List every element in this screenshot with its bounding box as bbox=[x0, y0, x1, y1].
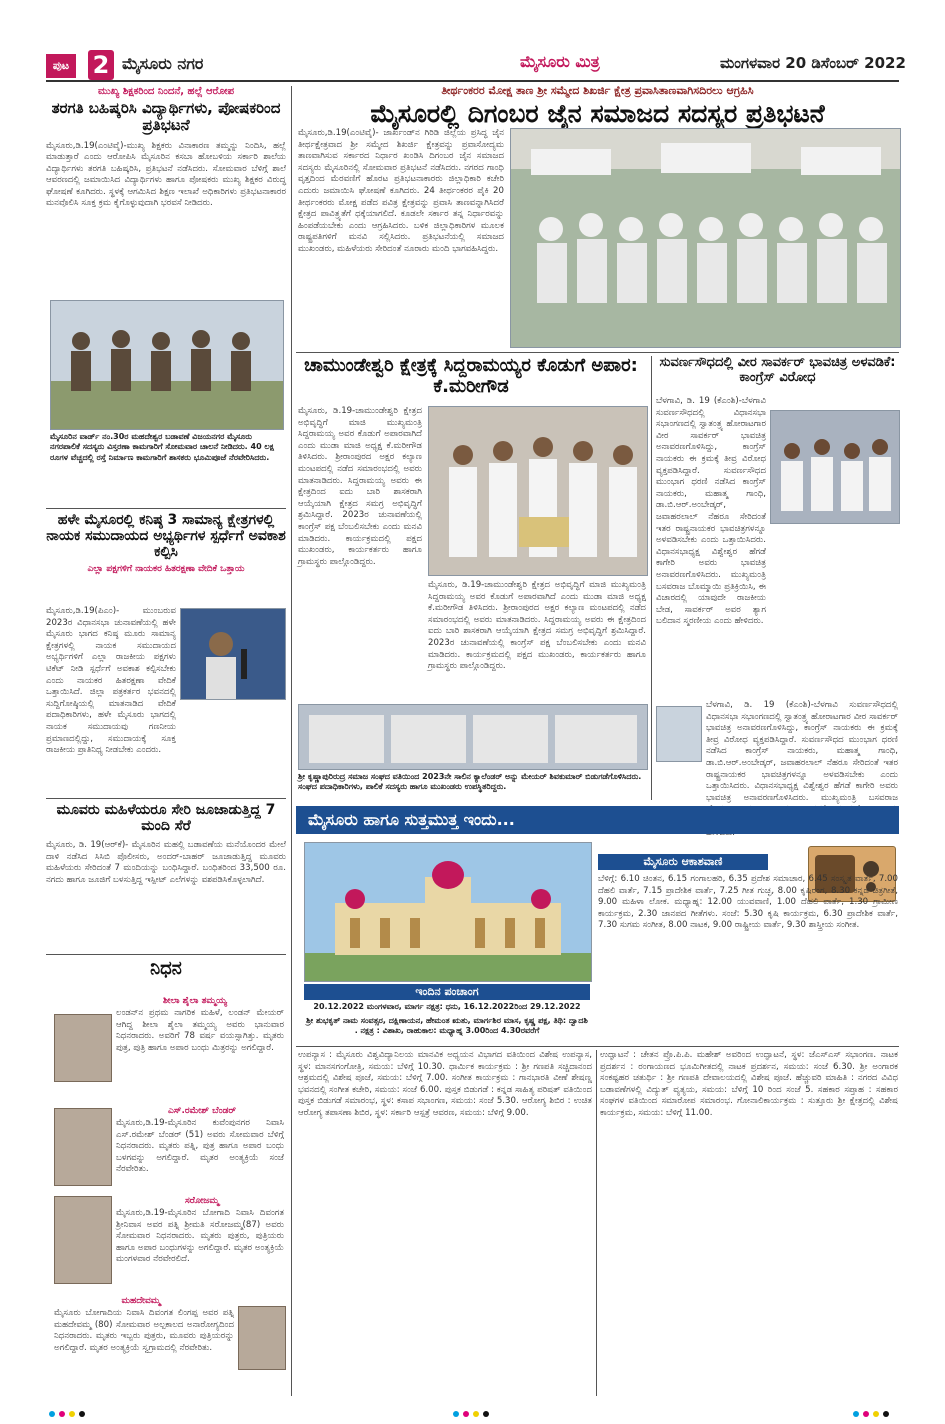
story-body-cont: ಮೈಸೂರು, ಡಿ.19-ಚಾಮುಂಡೇಶ್ವರಿ ಕ್ಷೇತ್ರದ ಅಭಿವೃದ್ಧಿಗೆ ಮಾಜಿ ಮುಖ್ಯಮಂತ್ರಿ ಸಿದ್ದರಾಮಯ್ಯ ಅವರ ಕೊಡುಗೆ ಅಪಾರವಾಗಿದೆ ಎಂದು ಮುಡಾ ಮಾಜಿ ಅಧ್ಯಕ್ಷ ಕೆ.ಮರೀಗೌಡ ತಿಳಿಸಿದರು. ಶ್ರೀರಾಂಪುರದ ಅಕ್ಷರ ಕಲ್ಯಾಣ ಮಂಟಪದಲ್ಲಿ ನಡೆದ ಸಮಾರಂಭದಲ್ಲಿ ಅವರು ಮಾತನಾಡಿದರು. ಸಿದ್ದರಾಮಯ್ಯ ಅವರು ಈ ಕ್ಷೇತ್ರದಿಂದ ಐದು ಬಾರಿ ಶಾಸಕರಾಗಿ ಆಯ್ಕೆಯಾಗಿ ಕ್ಷೇತ್ರದ ಸಮಗ್ರ ಅಭಿವೃದ್ಧಿಗೆ ಶ್ರಮಿಸಿದ್ದಾರೆ. 2023ರ ಚುನಾವಣೆಯಲ್ಲಿ ಕಾಂಗ್ರೆಸ್ ಪಕ್ಷ ಬೆಂಬಲಿಸಬೇಕು ಎಂದು ಮನವಿ ಮಾಡಿದರು. ಕಾರ್ಯಕ್ರಮದಲ್ಲಿ ಪಕ್ಷದ ಮುಖಂಡರು, ಕಾರ್ಯಕರ್ತರು ಹಾಗೂ ಗ್ರಾಮಸ್ಥರು ಪಾಲ್ಗೊಂಡಿದ್ದರು. bbox=[428, 580, 646, 672]
obituary-body: ಮೈಸೂರು ಬೋಗಾದಿಯ ನಿವಾಸಿ ದಿವಂಗತ ಲಿಂಗಪ್ಪ ಅವರ ಪತ್ನಿ ಮಹದೇವಮ್ಮ (80) ಸೋಮವಾರ ಅಲ್ಪಕಾಲದ ಅನಾರೋಗ್ಯದಿಂದ ನಿಧನರಾದರು. ಮೃತರು ಇಬ್ಬರು ಪುತ್ರರು, ಮೂವರು ಪುತ್ರಿಯರನ್ನು ಅಗಲಿದ್ದಾರೆ. ಮೃತರ ಅಂತ್ಯಕ್ರಿಯೆ ಸ್ವಗ್ರಾಮದಲ್ಲಿ ನೆರವೇರಿತು. bbox=[54, 1308, 234, 1353]
section-divider bbox=[46, 508, 286, 509]
print-registration-marks bbox=[46, 1404, 899, 1414]
story-body: ಮೈಸೂರು, ಡಿ.19-ಚಾಮುಂಡೇಶ್ವರಿ ಕ್ಷೇತ್ರದ ಅಭಿವೃದ್ಧಿಗೆ ಮಾಜಿ ಮುಖ್ಯಮಂತ್ರಿ ಸಿದ್ದರಾಮಯ್ಯ ಅವರ ಕೊಡುಗೆ ಅಪಾರವಾಗಿದೆ ಎಂದು ಮುಡಾ ಮಾಜಿ ಅಧ್ಯಕ್ಷ ಕೆ.ಮರೀಗೌಡ ತಿಳಿಸಿದರು. ಶ್ರೀರಾಂಪುರದ ಅಕ್ಷರ ಕಲ್ಯಾಣ ಮಂಟಪದಲ್ಲಿ ನಡೆದ ಸಮಾರಂಭದಲ್ಲಿ ಅವರು ಮಾತನಾಡಿದರು. ಸಿದ್ದರಾಮಯ್ಯ ಅವರು ಈ ಕ್ಷೇತ್ರದಿಂದ ಐದು ಬಾರಿ ಶಾಸಕರಾಗಿ ಆಯ್ಕೆಯಾಗಿ ಕ್ಷೇತ್ರದ ಸಮಗ್ರ ಅಭಿವೃದ್ಧಿಗೆ ಶ್ರಮಿಸಿದ್ದಾರೆ. 2023ರ ಚುನಾವಣೆಯಲ್ಲಿ ಕಾಂಗ್ರೆಸ್ ಪಕ್ಷ ಬೆಂಬಲಿಸಬೇಕು ಎಂದು ಮನವಿ ಮಾಡಿದರು. ಕಾರ್ಯಕ್ರಮದಲ್ಲಿ ಪಕ್ಷದ ಮುಖಂಡರು, ಕಾರ್ಯಕರ್ತರು ಹಾಗೂ ಗ್ರಾಮಸ್ಥರು ಪಾಲ್ಗೊಂಡಿದ್ದರು. bbox=[298, 406, 422, 567]
story-savarkar bbox=[656, 356, 899, 386]
speaker-photo bbox=[180, 608, 286, 700]
speaker-illustration bbox=[181, 609, 285, 699]
obituary-name: ಶೀಲಾ ಶೈಲಾ ತಮ್ಮಯ್ಯ bbox=[162, 996, 228, 1006]
section-name: ಮೈಸೂರು ನಗರ bbox=[122, 54, 204, 73]
story-body: ಮೈಸೂರು,ಡಿ.19(ಎಂಟಿವೈ)-ಮುಖ್ಯ ಶಿಕ್ಷಕರು ವಿನಾಕಾರಣ ತಮ್ಮನ್ನು ನಿಂದಿಸಿ, ಹಲ್ಲೆ ಮಾಡುತ್ತಾರೆ ಎಂದು ಆರೋಪಿಸಿ ಮೈಸೂರಿನ ಕಸಬಾ ಹೋಬಳಿಯ ಸರ್ಕಾರಿ ಶಾಲೆಯ ವಿದ್ಯಾರ್ಥಿಗಳು ತರಗತಿ ಬಹಿಷ್ಕರಿಸಿ, ಪ್ರತಿಭಟನೆ ನಡೆಸಿದರು. ಸೋಮವಾರ ಬೆಳಿಗ್ಗೆ ಶಾಲೆ ಆವರಣದಲ್ಲಿ ಜಮಾಯಿಸಿದ ವಿದ್ಯಾರ್ಥಿಗಳು ಹಾಗೂ ಪೋಷಕರು ಮುಖ್ಯ ಶಿಕ್ಷಕರ ವಿರುದ್ಧ ಘೋಷಣೆ ಕೂಗಿದರು. ಸ್ಥಳಕ್ಕೆ ಆಗಮಿಸಿದ ಶಿಕ್ಷಣ ಇಲಾಖೆ ಅಧಿಕಾರಿಗಳು ಪ್ರತಿಭಟನಾಕಾರರ ಮನವೊಲಿಸಿ ಸೂಕ್ತ ಕ್ರಮ ಕೈಗೊಳ್ಳುವುದಾಗಿ ಭರವಸೆ ನೀಡಿದರು. bbox=[46, 140, 286, 209]
story-headline: ಸುವರ್ಣಸೌಧದಲ್ಲಿ ವೀರ ಸಾವರ್ಕರ್ ಭಾವಚಿತ್ರ ಅಳವಡಿಕೆ: ಕಾಂಗ್ರೆಸ್ ವಿರೋಧ bbox=[659, 355, 896, 385]
obituary-name: ಸರೋಜಮ್ಮ bbox=[184, 1196, 220, 1206]
people-group-illustration bbox=[51, 301, 283, 429]
newspaper-name: ಮೈಸೂರು ಮಿತ್ರ bbox=[520, 52, 600, 71]
page-number: 2 bbox=[88, 50, 114, 80]
story-headline: ಮೈಸೂರಲ್ಲಿ ದಿಗಂಬರ ಜೈನ ಸಮಾಜದ ಸದಸ್ಯರ ಪ್ರತಿಭಟನೆ bbox=[370, 99, 825, 128]
akashavani-schedule: ಬೆಳಿಗ್ಗೆ: 6.10 ಚಿಂತನ, 6.15 ಗಂಗಾಲಹರಿ, 6.35 ಪ್ರದೇಶ ಸಮಾಚಾರ, 6.45 ಸಂಸ್ಕೃತ ವಾರ್ತೆ, 7.00 ದೆಹಲಿ ವಾರ್ತೆ, 7.15 ಪ್ರಾದೇಶಿಕ ವಾರ್ತೆ, 7.25 ಗೀತ ಗುಚ್ಛ, 8.00 ಕೃಷಿರಂಗ, 8.30 ಕನ್ನಡ ಚಿತ್ರಗೀತೆ, 9.00 ಮಹಿಳಾ ಲೋಕ. ಮಧ್ಯಾಹ್ನ: 12.00 ಯುವವಾಣಿ, 1.00 ದೆಹಲಿ ವಾರ್ತೆ, 1.30 ಗ್ರಾಮೀಣ ಕಾರ್ಯಕ್ರಮ, 2.30 ಜಾನಪದ ಗೀತೆಗಳು. ಸಂಜೆ: 5.30 ಕೃಷಿ ಕಾರ್ಯಕ್ರಮ, 6.30 ಪ್ರಾದೇಶಿಕ ವಾರ್ತೆ, 7.30 ಸುಗಮ ಸಂಗೀತ, 8.00 ನಾಟಕ, 9.00 ರಾಷ್ಟ್ರೀಯ ವಾರ್ತೆ, 9.30 ಶಾಸ್ತ್ರೀಯ ಸಂಗೀತ. bbox=[598, 874, 898, 931]
story-body: ಮೈಸೂರು,ಡಿ.19(ಎಂಟಿವೈ)- ಜಾರ್ಖಂಡ್‌ನ ಗಿರಿಡಿ ಜಿಲ್ಲೆಯ ಪ್ರಸಿದ್ಧ ಜೈನ ತೀರ್ಥಕ್ಷೇತ್ರವಾದ ಶ್ರೀ ಸಮ್ಮೇದ ಶಿಖರ್ಜಿ ಕ್ಷೇತ್ರವನ್ನು ಪ್ರವಾಸೋದ್ಯಮ ತಾಣವಾಗಿಸುವ ಸರ್ಕಾರದ ನಿರ್ಧಾರ ಖಂಡಿಸಿ ದಿಗಂಬರ ಜೈನ ಸಮಾಜದ ಸದಸ್ಯರು ಮೈಸೂರಿನಲ್ಲಿ ಸೋಮವಾರ ಪ್ರತಿಭಟನೆ ನಡೆಸಿದರು. ನಗರದ ಗಾಂಧಿ ವೃತ್ತದಿಂದ ಮೆರವಣಿಗೆ ಹೊರಟ ಪ್ರತಿಭಟನಾಕಾರರು ಜಿಲ್ಲಾಧಿಕಾರಿ ಕಚೇರಿ ಎದುರು ಜಮಾಯಿಸಿ ಘೋಷಣೆ ಕೂಗಿದರು. 24 ತೀರ್ಥಂಕರರ ಪೈಕಿ 20 ತೀರ್ಥಂಕರರು ಮೋಕ್ಷ ಪಡೆದ ಪವಿತ್ರ ಕ್ಷೇತ್ರವನ್ನು ಪ್ರವಾಸಿ ತಾಣವನ್ನಾಗಿಸಿದರೆ ಕ್ಷೇತ್ರದ ಪಾವಿತ್ರ್ಯತೆಗೆ ಧಕ್ಕೆಯಾಗಲಿದೆ. ಕೂಡಲೇ ಸರ್ಕಾರ ತನ್ನ ನಿರ್ಧಾರವನ್ನು ಹಿಂಪಡೆಯಬೇಕು ಎಂದು ಆಗ್ರಹಿಸಿದರು. ಬಳಿಕ ಜಿಲ್ಲಾಧಿಕಾರಿಗಳ ಮೂಲಕ ರಾಷ್ಟ್ರಪತಿಗಳಿಗೆ ಮನವಿ ಸಲ್ಲಿಸಿದರು. ಪ್ರತಿಭಟನೆಯಲ್ಲಿ ಸಮಾಜದ ಮುಖಂಡರು, ಮಹಿಳೆಯರು ಸೇರಿದಂತೆ ನೂರಾರು ಮಂದಿ ಭಾಗವಹಿಸಿದ್ದರು. bbox=[298, 128, 504, 254]
column-divider bbox=[651, 356, 652, 800]
story-kicker: ತೀರ್ಥಂಕರರ ಮೋಕ್ಷ ತಾಣ ಶ್ರೀ ಸಮ್ಮೇದ ಶಿಖರ್ಜಿ ಕ್ಷೇತ್ರ ಪ್ರವಾಸಿತಾಣವಾಗಿಸದಿರಲು ಆಗ್ರಹಿಸಿ bbox=[441, 84, 754, 97]
inauguration-photo bbox=[50, 300, 284, 430]
dharna-photo bbox=[770, 410, 900, 524]
header-rule bbox=[46, 80, 899, 82]
obituary-title: ನಿಧನ bbox=[150, 958, 182, 979]
story-gambling bbox=[46, 802, 286, 946]
mysore-palace-illustration bbox=[305, 843, 591, 981]
felicitation-illustration bbox=[429, 407, 647, 575]
calendar-release-photo bbox=[298, 704, 648, 770]
obituary-name: ಎಸ್.ರಮೇಶ್ ಬೆಂಡರ್ bbox=[167, 1106, 237, 1116]
photo-caption: ಶ್ರೀ ಕೃಷ್ಣಾಪುರಿರುದ್ರ ಸಮಾಜ ಸಂಘದ ವತಿಯಿಂದ 2023ನೇ ಸಾಲಿನ ಕ್ಯಾಲೆಂಡರ್ ಅನ್ನು ಮೇಯರ್ ಶಿವಕುಮಾರ್ ಬಿಡುಗಡೆಗೊಳಿಸಿದರು. ಸಂಘದ ಪದಾಧಿಕಾರಿಗಳು, ಪಾಲಿಕೆ ಸದಸ್ಯರು ಹಾಗೂ ಮುಖಂಡರು ಉಪಸ್ಥಿತರಿದ್ದರು. bbox=[298, 772, 642, 792]
section-divider bbox=[296, 352, 899, 353]
column-divider bbox=[291, 86, 292, 1396]
story-body-cont: ಬೆಳಗಾವಿ, ಡಿ. 19 (ಕೆಎಂಶಿ)-ಬೆಳಗಾವಿ ಸುವರ್ಣಸೌಧದಲ್ಲಿ ವಿಧಾನಸಭಾ ಸಭಾಂಗಣದಲ್ಲಿ ಸ್ವಾತಂತ್ರ್ಯ ಹೋರಾಟಗಾರ ವೀರ ಸಾವರ್ಕರ್ ಭಾವಚಿತ್ರ ಅನಾವರಣಗೊಳಿಸಿದ್ದು, ಕಾಂಗ್ರೆಸ್ ನಾಯಕರು ಈ ಕ್ರಮಕ್ಕೆ ತೀವ್ರ ವಿರೋಧ ವ್ಯಕ್ತಪಡಿಸಿದ್ದಾರೆ. ಸುವರ್ಣಸೌಧದ ಮುಂಭಾಗ ಧರಣಿ ನಡೆಸಿದ ಕಾಂಗ್ರೆಸ್ ನಾಯಕರು, ಮಹಾತ್ಮ ಗಾಂಧಿ, ಡಾ.ಬಿ.ಆರ್.ಅಂಬೇಡ್ಕರ್, ಜವಾಹರಲಾಲ್ ನೆಹರೂ ಸೇರಿದಂತೆ ಇತರ ರಾಷ್ಟ್ರನಾಯಕರ ಭಾವಚಿತ್ರಗಳನ್ನೂ ಅಳವಡಿಸಬೇಕು ಎಂದು ಒತ್ತಾಯಿಸಿದರು. ವಿಧಾನಸಭಾಧ್ಯಕ್ಷ ವಿಶ್ವೇಶ್ವರ ಹೆಗಡೆ ಕಾಗೇರಿ ಅವರು ಭಾವಚಿತ್ರ ಅನಾವರಣಗೊಳಿಸಿದರು. ಮುಖ್ಯಮಂತ್ರಿ ಬಸವರಾಜ bbox=[706, 700, 898, 803]
obituary-name: ಮಹದೇವಮ್ಮ bbox=[121, 1296, 161, 1306]
panchanga-title: ಇಂದಿನ ಪಂಚಾಂಗ bbox=[304, 984, 590, 1000]
story-body: ಬೆಳಗಾವಿ, ಡಿ. 19 (ಕೆಎಂಶಿ)-ಬೆಳಗಾವಿ ಸುವರ್ಣಸೌಧದಲ್ಲಿ ವಿಧಾನಸಭಾ ಸಭಾಂಗಣದಲ್ಲಿ ಸ್ವಾತಂತ್ರ್ಯ ಹೋರಾಟಗಾರ ವೀರ ಸಾವರ್ಕರ್ ಭಾವಚಿತ್ರ ಅನಾವರಣಗೊಳಿಸಿದ್ದು, ಕಾಂಗ್ರೆಸ್ ನಾಯಕರು ಈ ಕ್ರಮಕ್ಕೆ ತೀವ್ರ ವಿರೋಧ ವ್ಯಕ್ತಪಡಿಸಿದ್ದಾರೆ. ಸುವರ್ಣಸೌಧದ ಮುಂಭಾಗ ಧರಣಿ ನಡೆಸಿದ ಕಾಂಗ್ರೆಸ್ ನಾಯಕರು, ಮಹಾತ್ಮ ಗಾಂಧಿ, ಡಾ.ಬಿ.ಆರ್.ಅಂಬೇಡ್ಕರ್, ಜವಾಹರಲಾಲ್ ನೆಹರೂ ಸೇರಿದಂತೆ ಇತರ ರಾಷ್ಟ್ರನಾಯಕರ ಭಾವಚಿತ್ರಗಳನ್ನೂ ಅಳವಡಿಸಬೇಕು ಎಂದು ಒತ್ತಾಯಿಸಿದರು. ವಿಧಾನಸಭಾಧ್ಯಕ್ಷ ವಿಶ್ವೇಶ್ವರ ಹೆಗಡೆ ಕಾಗೇರಿ ಅವರು ಭಾವಚಿತ್ರ ಅನಾವರಣಗೊಳಿಸಿದರು. ಮುಖ್ಯಮಂತ್ರಿ ಬಸವರಾಜ ಬೊಮ್ಮಾಯಿ ಪ್ರತಿಕ್ರಿಯಿಸಿ, ಈ ವಿಚಾರದಲ್ಲಿ ಯಾವುದೇ ರಾಜಕೀಯ ಬೇಡ, ಸಾವರ್ಕರ್ ಅವರ ತ್ಯಾಗ ಬಲಿದಾನ ಸ್ಮರಣೀಯ ಎಂದು ಹೇಳಿದರು. bbox=[656, 396, 766, 627]
events-list-left: ಉಪನ್ಯಾಸ : ಮೈಸೂರು ವಿಶ್ವವಿದ್ಯಾನಿಲಯ ಮಾನವಿಕ ಅಧ್ಯಯನ ವಿಭಾಗದ ವತಿಯಿಂದ ವಿಶೇಷ ಉಪನ್ಯಾಸ, ಸ್ಥಳ: ಮಾನಸಗಂಗೋತ್ರಿ, ಸಮಯ: ಬೆಳಿಗ್ಗೆ 10.30. ಧಾರ್ಮಿಕ ಕಾರ್ಯಕ್ರಮ : ಶ್ರೀ ಗಣಪತಿ ಸಚ್ಚಿದಾನಂದ ಆಶ್ರಮದಲ್ಲಿ ವಿಶೇಷ ಪೂಜೆ, ಸಮಯ: ಬೆಳಿಗ್ಗೆ 7.00. ಸಂಗೀತ ಕಾರ್ಯಕ್ರಮ : ಗಾನಭಾರತಿ ವೀಣೆ ಶೇಷಣ್ಣ ಭವನದಲ್ಲಿ ಸಂಗೀತ ಕಚೇರಿ, ಸಮಯ: ಸಂಜೆ 6.00. ಪುಸ್ತಕ ಬಿಡುಗಡೆ : ಕನ್ನಡ ಸಾಹಿತ್ಯ ಪರಿಷತ್ ವತಿಯಿಂದ ಪುಸ್ತಕ ಬಿಡುಗಡೆ ಸಮಾರಂಭ, ಸ್ಥಳ: ಕಸಾಪ ಸಭಾಂಗಣ, ಸಮಯ: ಸಂಜೆ 5.30. ಆರೋಗ್ಯ ಶಿಬಿರ : ಉಚಿತ ಆರೋಗ್ಯ ತಪಾಸಣಾ ಶಿಬಿರ, ಸ್ಥಳ: ಸರ್ಕಾರಿ ಆಸ್ಪತ್ರೆ ಆವರಣ, ಸಮಯ: ಬೆಳಿಗ್ಗೆ 9.00. bbox=[298, 1050, 592, 1118]
story-body: ಮೈಸೂರು, ಡಿ. 19(ಆರ್‌ಕೆ)- ಮೈಸೂರಿನ ಮಹಲ್ಲಿ ಬಡಾವಣೆಯ ಮನೆಯೊಂದರ ಮೇಲೆ ದಾಳಿ ನಡೆಸಿದ ಸಿಸಿಬಿ ಪೊಲೀಸರು, ಅಂದರ್-ಬಾಹರ್ ಜೂಜಾಡುತ್ತಿದ್ದ ಮೂವರು ಮಹಿಳೆಯರು ಸೇರಿದಂತೆ 7 ಮಂದಿಯನ್ನು ಬಂಧಿಸಿದ್ದಾರೆ. ಬಂಧಿತರಿಂದ 33,500 ರೂ. ನಗದು ಹಾಗೂ ಜೂಜಿಗೆ ಬಳಸುತ್ತಿದ್ದ ಇಸ್ಪೀಟ್ ಎಲೆಗಳನ್ನು ವಶಪಡಿಸಿಕೊಳ್ಳಲಾಗಿದೆ. bbox=[46, 840, 286, 885]
section-divider bbox=[46, 954, 286, 955]
obituary-body: ಮೈಸೂರು,ಡಿ.19-ಮೈಸೂರಿನ ಕುವೆಂಪುನಗರ ನಿವಾಸಿ ಎಸ್.ರಮೇಶ್ ಬೆಂಡರ್ (51) ಅವರು ಸೋಮವಾರ ಬೆಳಿಗ್ಗೆ ನಿಧನರಾದರು. ಮೃತರು ಪತ್ನಿ, ಪುತ್ರ ಹಾಗೂ ಅಪಾರ ಬಂಧು ಬಳಗವನ್ನು ಅಗಲಿದ್ದಾರೆ. ಮೃತರ ಅಂತ್ಯಕ್ರಿಯೆ ಸಂಜೆ ನೆರವೇರಿತು. bbox=[116, 1118, 284, 1175]
obituary-portrait bbox=[54, 1108, 112, 1186]
felicitation-photo bbox=[428, 406, 648, 576]
akashavani-title: ಮೈಸೂರು ಆಕಾಶವಾಣಿ bbox=[598, 854, 768, 870]
story-body: ಮೈಸೂರು,ಡಿ.19(ಪಿಎಂ)- ಮುಂಬರುವ 2023ರ ವಿಧಾನಸಭಾ ಚುನಾವಣೆಯಲ್ಲಿ ಹಳೇ ಮೈಸೂರು ಭಾಗದ ಕನಿಷ್ಠ ಮೂರು ಸಾಮಾನ್ಯ ಕ್ಷೇತ್ರಗಳಲ್ಲಿ ನಾಯಕ ಸಮುದಾಯದ ಅಭ್ಯರ್ಥಿಗಳಿಗೆ ಎಲ್ಲಾ ರಾಜಕೀಯ ಪಕ್ಷಗಳು ಟಿಕೆಟ್ ನೀಡಿ ಸ್ಪರ್ಧೆಗೆ ಅವಕಾಶ ಕಲ್ಪಿಸಬೇಕು ಎಂದು ನಾಯಕರ ಹಿತರಕ್ಷಣಾ ವೇದಿಕೆ ಒತ್ತಾಯಿಸಿದೆ. ಜಿಲ್ಲಾ ಪತ್ರಕರ್ತರ ಭವನದಲ್ಲಿ ಸುದ್ದಿಗೋಷ್ಠಿಯಲ್ಲಿ ಮಾತನಾಡಿದ ವೇದಿಕೆ ಪದಾಧಿಕಾರಿಗಳು, ಹಳೇ ಮೈಸೂರು ಭಾಗದಲ್ಲಿ ನಾಯಕ ಸಮುದಾಯವು ಗಣನೀಯ ಪ್ರಮಾಣದಲ್ಲಿದ್ದು, ಸಮುದಾಯಕ್ಕೆ ಸೂಕ್ತ ರಾಜಕೀಯ ಪ್ರಾತಿನಿಧ್ಯ ನೀಡಬೇಕು ಎಂದರು. bbox=[46, 606, 176, 756]
section-divider bbox=[46, 798, 286, 799]
palace-photo bbox=[304, 842, 592, 982]
story-nayaka bbox=[46, 512, 286, 574]
story-headline: ಹಳೇ ಮೈಸೂರಲ್ಲಿ ಕನಿಷ್ಠ 3 ಸಾಮಾನ್ಯ ಕ್ಷೇತ್ರಗಳಲ್ಲಿ ನಾಯಕ ಸಮುದಾಯದ ಅಭ್ಯರ್ಥಿಗಳ ಸ್ಪರ್ಧೆಗೆ ಅವಕಾಶ ಕಲ್ಪಿಸಿ bbox=[46, 512, 286, 561]
story-chamundi bbox=[296, 356, 646, 397]
photo-caption: ಮೈಸೂರಿನ ವಾರ್ಡ್ ನಂ.30ರ ಮಹದೇಶ್ವರ ಬಡಾವಣೆ ವಿಜಯನಗರ ಮೈಸೂರು ನಗರಪಾಲಿಕೆ ಸದಸ್ಯರು ವಿಸ್ತರಣಾ ಕಾಮಗಾರಿಗೆ ಸೋಮವಾರ ಚಾಲನೆ ನೀಡಿದರು. 40 ಲಕ್ಷ ರೂಗಳ ವೆಚ್ಚದಲ್ಲಿ ರಸ್ತೆ ನಿರ್ಮಾಣ ಕಾಮಗಾರಿಗೆ ಶಾಸಕರು ಭೂಮಿಪೂಜೆ ನೆರವೇರಿಸಿದರು. bbox=[50, 432, 274, 462]
panchanga-details: ಶ್ರೀ ಶುಭಕೃತ್ ನಾಮ ಸಂವತ್ಸರ, ದಕ್ಷಿಣಾಯನ, ಹೇಮಂತ ಋತು, ಮಾರ್ಗಶಿರ ಮಾಸ, ಕೃಷ್ಣ ಪಕ್ಷ, ತಿಥಿ: ದ್ವಾದಶಿ . ನಕ್ಷತ್ರ : ವಿಶಾಖ, ರಾಹುಕಾಲ: ಮಧ್ಯಾಹ್ನ 3.00ರಿಂದ 4.30ರವರೆಗೆ bbox=[306, 1016, 588, 1036]
today-banner: ಮೈಸೂರು ಹಾಗೂ ಸುತ್ತಮುತ್ತ ಇಂದು... bbox=[296, 806, 899, 834]
panchanga-line: 20.12.2022 ಮಂಗಳವಾರ, ಮಾರ್ಗ ನಕ್ಷತ್ರ: ಧನು, 16.12.2022ರಿಂದ 29.12.2022 bbox=[313, 1002, 581, 1011]
obituary-portrait bbox=[54, 1014, 112, 1082]
page-label: ಪುಟ bbox=[46, 54, 76, 78]
story-students bbox=[46, 86, 286, 291]
cm-portrait bbox=[656, 706, 702, 762]
column-divider bbox=[596, 1050, 597, 1396]
section-divider bbox=[296, 1046, 899, 1047]
story-headline: ಮೂವರು ಮಹಿಳೆಯರೂ ಸೇರಿ ಜೂಜಾಡುತ್ತಿದ್ದ 7 ಮಂದಿ ಸೆರೆ bbox=[56, 802, 276, 835]
protest-crowd-illustration bbox=[511, 129, 900, 347]
protest-photo bbox=[510, 128, 901, 348]
events-list-right: ಉದ್ಘಾಟನೆ : ಚೇತನ ಪ್ರೊ.ಪಿ.ಪಿ. ಮಹೇಶ್ ಅವರಿಂದ ಉದ್ಘಾಟನೆ, ಸ್ಥಳ: ಜೆಎಸ್‌ಎಸ್ ಸಭಾಂಗಣ. ನಾಟಕ ಪ್ರದರ್ಶನ : ರಂಗಾಯಣದ ಭೂಮಿಗೀತದಲ್ಲಿ ನಾಟಕ ಪ್ರದರ್ಶನ, ಸಮಯ: ಸಂಜೆ 6.30. ಶ್ರೀ ಅಂಗಾರಕ ಸಂಕಷ್ಟಹರ ಚತುರ್ಥಿ : ಶ್ರೀ ಗಣಪತಿ ದೇವಾಲಯದಲ್ಲಿ ವಿಶೇಷ ಪೂಜೆ. ಹೆಚ್ಚುವರಿ ಮಾಹಿತಿ : ನಗರದ ವಿವಿಧ ಬಡಾವಣೆಗಳಲ್ಲಿ ವಿದ್ಯುತ್ ವ್ಯತ್ಯಯ, ಸಮಯ: ಬೆಳಿಗ್ಗೆ 10 ರಿಂದ ಸಂಜೆ 5. ಸಹಕಾರ ಸಪ್ತಾಹ : ಸಹಕಾರ ಸಂಘಗಳ ವತಿಯಿಂದ ಸಮಾರೋಪ ಸಮಾರಂಭ. ಗೋನಾಲಿಕಾರ್ಯಕ್ರಮ : ಸುತ್ತೂರು ಶ್ರೀ ಕ್ಷೇತ್ರದಲ್ಲಿ ವಿಶೇಷ ಕಾರ್ಯಕ್ರಮ, ಸಮಯ: ಬೆಳಿಗ್ಗೆ 11.00. bbox=[600, 1050, 898, 1118]
story-headline: ತರಗತಿ ಬಹಿಷ್ಕರಿಸಿ ವಿದ್ಯಾರ್ಥಿಗಳು, ಪೋಷಕರಿಂದ ಪ್ರತಿಭಟನೆ bbox=[51, 99, 281, 135]
dharna-illustration bbox=[771, 411, 899, 523]
obituary-body: ಮೈಸೂರು,ಡಿ.19-ಮೈಸೂರಿನ ಬೋಗಾದಿ ನಿವಾಸಿ ದಿವಂಗತ ಶ್ರೀನಿವಾಸ ಅವರ ಪತ್ನಿ ಶ್ರೀಮತಿ ಸರೋಜಮ್ಮ(87) ಅವರು ಸೋಮವಾರ ನಿಧನರಾದರು. ಮೃತರು ಪುತ್ರರು, ಪುತ್ರಿಯರು ಹಾಗೂ ಅಪಾರ ಬಂಧುಗಳನ್ನು ಅಗಲಿದ್ದಾರೆ. ಮೃತರ ಅಂತ್ಯಕ್ರಿಯೆ ಮಂಗಳವಾರ ನೆರವೇರಲಿದೆ. bbox=[116, 1208, 284, 1265]
calendar-release-illustration bbox=[299, 705, 647, 769]
story-headline: ಚಾಮುಂಡೇಶ್ವರಿ ಕ್ಷೇತ್ರಕ್ಕೆ ಸಿದ್ದರಾಮಯ್ಯರ ಕೊಡುಗೆ ಅಪಾರ: ಕೆ.ಮರೀಗೌಡ bbox=[304, 355, 638, 397]
story-kicker: ಮುಖ್ಯ ಶಿಕ್ಷಕರಿಂದ ನಿಂದನೆ, ಹಲ್ಲೆ ಆರೋಪ bbox=[97, 86, 234, 97]
story-kicker: ಎಲ್ಲಾ ಪಕ್ಷಗಳಿಗೆ ನಾಯಕರ ಹಿತರಕ್ಷಣಾ ವೇದಿಕೆ ಒತ್ತಾಯ bbox=[87, 564, 245, 575]
obituary-body: ಲಂಡನ್‌ನ ಪ್ರಥಮ ನಾಗರಿಕ ಮಹಿಳೆ, ಲಂಡನ್ ಮೇಯರ್ ಆಗಿದ್ದ ಶೀಲಾ ಶೈಲಾ ತಮ್ಮಯ್ಯ ಅವರು ಭಾನುವಾರ ನಿಧನರಾದರು. ಅವರಿಗೆ 78 ವರ್ಷ ವಯಸ್ಸಾಗಿತ್ತು. ಮೃತರು ಪುತ್ರ, ಪುತ್ರಿ ಹಾಗೂ ಅಪಾರ ಬಂಧು ಮಿತ್ರರನ್ನು ಅಗಲಿದ್ದಾರೆ. bbox=[116, 1008, 284, 1053]
issue-date: ಮಂಗಳವಾರ 20 ಡಿಸೆಂಬರ್ 2022 bbox=[720, 54, 906, 72]
story-jain bbox=[296, 84, 899, 129]
obituary-portrait bbox=[54, 1196, 112, 1284]
obituary-portrait bbox=[238, 1306, 286, 1370]
